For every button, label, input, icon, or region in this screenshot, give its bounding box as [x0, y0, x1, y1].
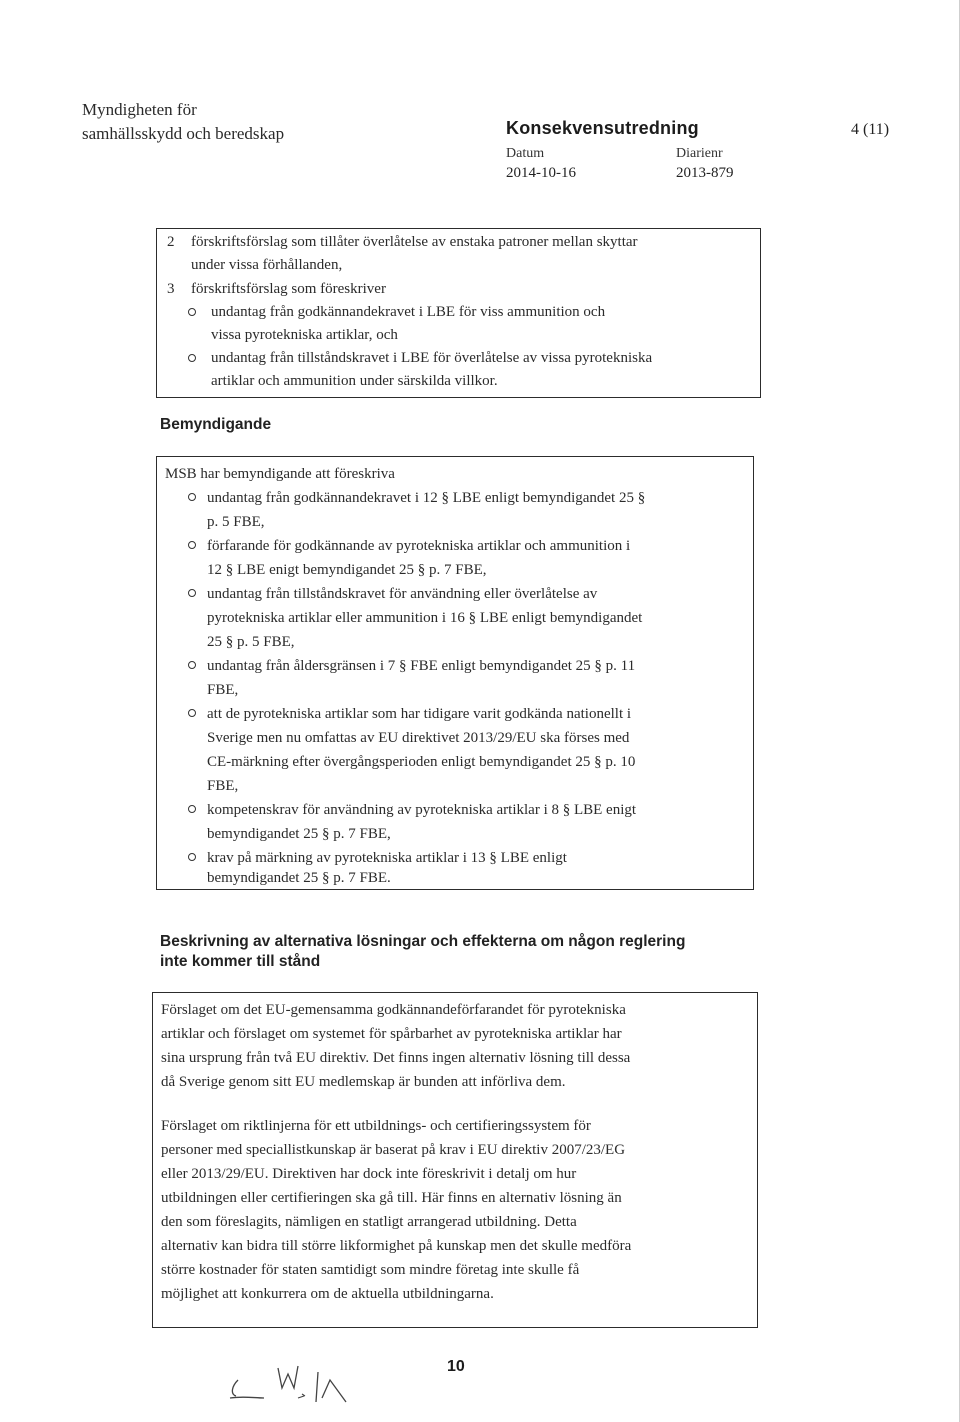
bullet-text: undantag från godkännandekravet i 12 § LBE enligt bemyndigandet 25 §: [207, 490, 646, 506]
bullet-text: undantag från åldersgränsen i 7 § FBE enligt bemyndigandet 25 § p. 11: [207, 658, 636, 674]
bullet-text: CE-märkning efter övergångsperioden enligt bemyndigandet 25 § p. 10: [207, 754, 636, 770]
bullet-text: Sverige men nu omfattas av EU direktivet 2013/29/EU ska förses med: [207, 730, 630, 746]
agency-line-2: samhällsskydd och beredskap: [82, 124, 285, 143]
bullet-icon: [188, 805, 196, 813]
bullet-text: vissa pyrotekniska artiklar, och: [211, 327, 398, 343]
bullet-text: 12 § LBE enigt bemyndigandet 25 § p. 7 FBE,: [207, 562, 487, 578]
bullet-icon: [188, 661, 196, 669]
paragraph-line: den som föreslagits, nämligen en statligt arrangerad utbildning. Detta: [161, 1214, 577, 1230]
ref-value: 2013-879: [676, 165, 734, 181]
item-text: förskriftsförslag som tillåter överlåtelse av enstaka patroner mellan skyttar: [191, 234, 638, 250]
paragraph-line: större kostnader för staten samtidigt som mindre företag inte skulle få: [161, 1262, 580, 1278]
item-number: 3: [167, 281, 175, 297]
bullet-icon: [188, 709, 196, 717]
paragraph-line: Förslaget om det EU-gemensamma godkännandeförfarandet för pyrotekniska: [161, 1002, 626, 1018]
ref-label: Diarienr: [676, 146, 723, 161]
paragraph-line: utbildningen eller certifieringen ska gå till. Här finns en alternativ lösning än: [161, 1190, 622, 1206]
bullet-text: bemyndigandet 25 § p. 7 FBE.: [207, 870, 391, 886]
document-title: Konsekvensutredning: [506, 118, 699, 138]
heading-line: inte kommer till stånd: [160, 953, 321, 970]
paragraph-line: möjlighet att konkurrera om de aktuella utbildningarna.: [161, 1286, 494, 1302]
paragraph-line: Förslaget om riktlinjerna för ett utbildnings- och certifieringssystem för: [161, 1118, 591, 1134]
alternatives-box: [152, 992, 758, 1328]
paragraph-line: då Sverige genom sitt EU medlemskap är bunden att införliva dem.: [161, 1074, 566, 1090]
paragraph-line: eller 2013/29/EU. Direktiven har dock inte föreskrivit i detalj om hur: [161, 1166, 577, 1182]
bullet-text: undantag från godkännandekravet i LBE för viss ammunition och: [211, 304, 606, 320]
footer-page-number: 10: [447, 1358, 465, 1375]
authorization-box: [156, 456, 754, 890]
bullet-text: FBE,: [207, 682, 239, 698]
proposal-list-box: [156, 228, 761, 398]
bullet-text: undantag från tillståndskravet för användning eller överlåtelse av: [207, 586, 598, 602]
bullet-text: p. 5 FBE,: [207, 514, 265, 530]
paragraph-line: personer med speciallistkunskap är baserat på krav i EU direktiv 2007/23/EG: [161, 1142, 626, 1158]
agency-name: [82, 98, 284, 146]
bullet-text: bemyndigandet 25 § p. 7 FBE,: [207, 826, 391, 842]
bullet-text: förfarande för godkännande av pyrotekniska artiklar och ammunition i: [207, 538, 631, 554]
bullet-icon: [188, 308, 196, 316]
paragraph-line: sina ursprung från två EU direktiv. Det finns ingen alternativ lösning till dessa: [161, 1050, 631, 1066]
bullet-text: att de pyrotekniska artiklar som har tidigare varit godkända nationellt i: [207, 706, 632, 722]
paragraph-line: artiklar och förslaget om systemet för spårbarhet av pyrotekniska artiklar har: [161, 1026, 622, 1042]
date-label: Datum: [506, 146, 545, 161]
section-heading-bemyndigande: Bemyndigande: [160, 416, 272, 433]
item-text: under vissa förhållanden,: [191, 257, 343, 273]
handwritten-initials-signature: [224, 1358, 354, 1408]
bullet-text: kompetenskrav för användning av pyrotekniska artiklar i 8 § LBE enigt: [207, 802, 637, 818]
heading-line: Beskrivning av alternativa lösningar och effekterna om någon reglering: [160, 933, 686, 950]
bullet-icon: [188, 589, 196, 597]
box-intro: MSB har bemyndigande att föreskriva: [165, 466, 395, 482]
bullet-icon: [188, 354, 196, 362]
page-indicator: 4 (11): [851, 121, 890, 138]
paragraph-line: alternativ kan bidra till större likformighet på kunskap men det skulle medföra: [161, 1238, 632, 1254]
item-number: 2: [167, 234, 175, 250]
bullet-icon: [188, 541, 196, 549]
item-text: förskriftsförslag som föreskriver: [191, 281, 386, 297]
bullet-text: krav på märkning av pyrotekniska artiklar i 13 § LBE enligt: [207, 850, 567, 866]
bullet-text: pyrotekniska artiklar eller ammunition i 16 § LBE enligt bemyndigandet: [207, 610, 643, 626]
section-heading-alternatives: [160, 932, 685, 972]
bullet-icon: [188, 493, 196, 501]
bullet-icon: [188, 853, 196, 861]
bullet-text: FBE,: [207, 778, 239, 794]
bullet-text: 25 § p. 5 FBE,: [207, 634, 295, 650]
date-value: 2014-10-16: [506, 165, 576, 181]
agency-line-1: Myndigheten för: [82, 100, 197, 119]
bullet-text: undantag från tillståndskravet i LBE för överlåtelse av vissa pyrotekniska: [211, 350, 653, 366]
bullet-text: artiklar och ammunition under särskilda villkor.: [211, 373, 498, 389]
